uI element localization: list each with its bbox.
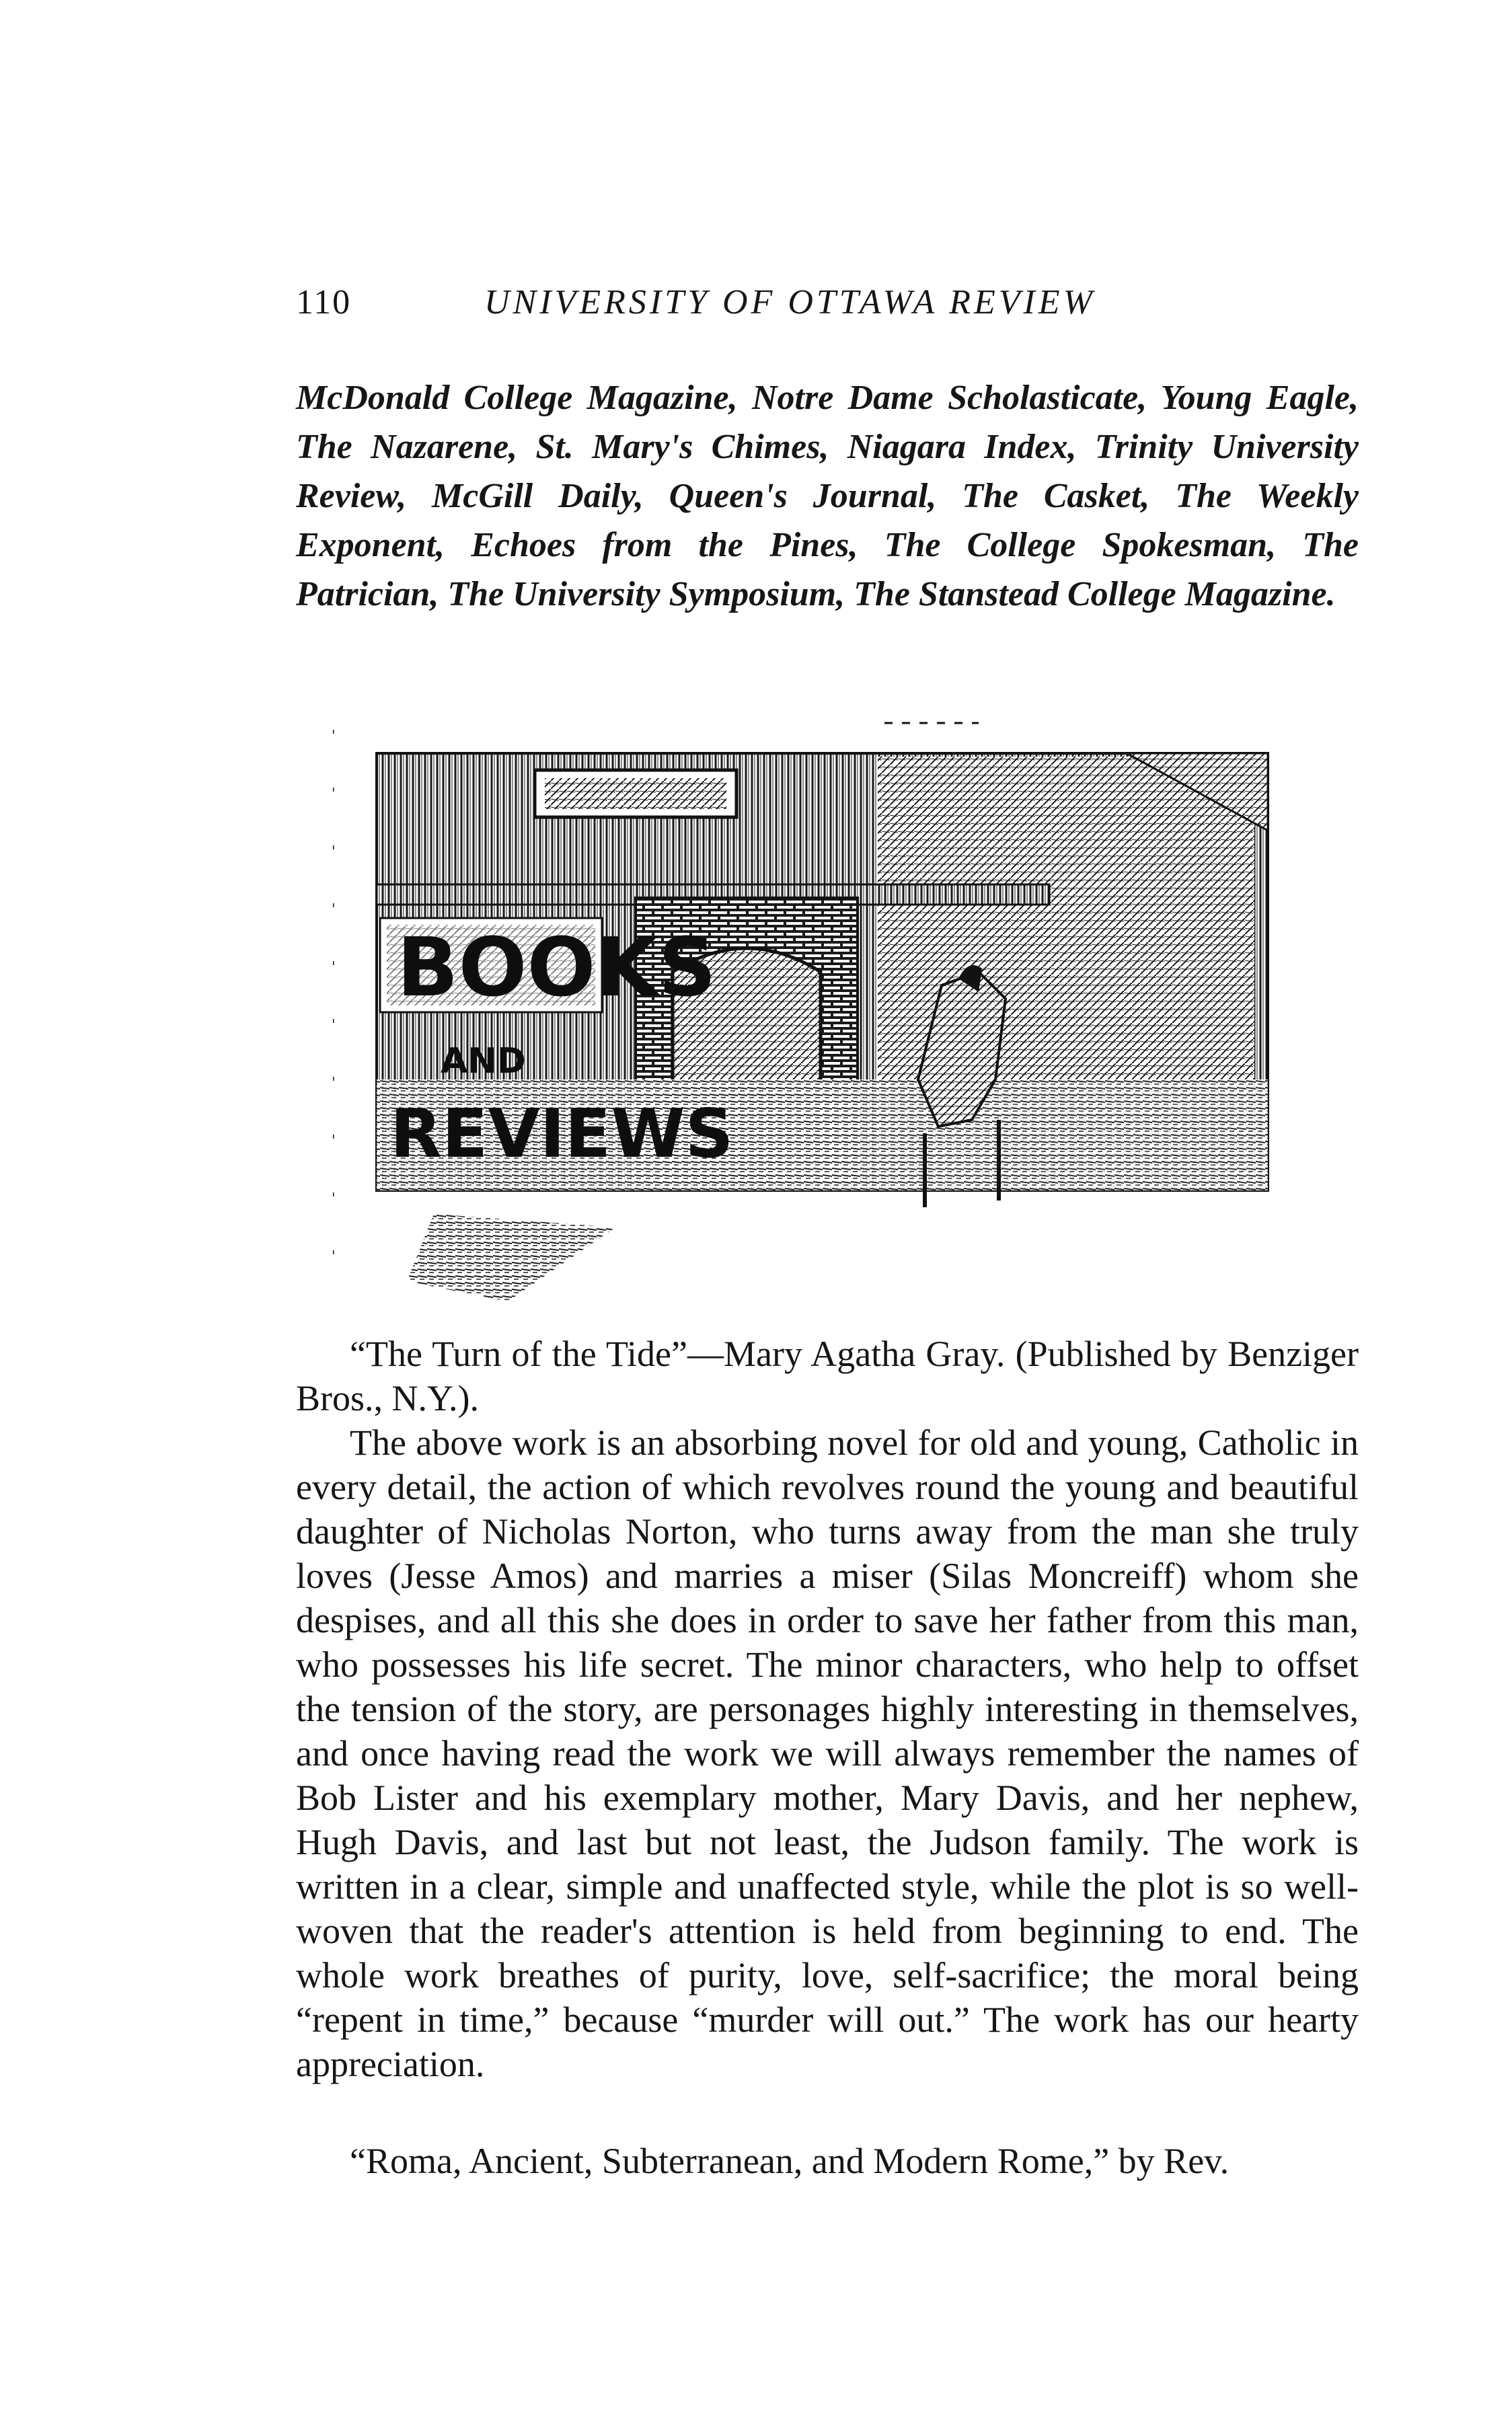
next-review-title-line: “Roma, Ancient, Subterranean, and Modern Rome,” by Rev. bbox=[350, 2141, 1230, 2181]
woodcut-image bbox=[333, 716, 1285, 1311]
exchanges-list: McDonald College Magazine, Notre Dame Scholasticate, Young Eagle, The Nazarene, St. Mary's Chimes, Niagara Index, Trinity University Review, McGill Daily, Queen's Journal, The Casket, The Weekly Exponent, Echoes from the Pines, The College Spokesman, The Patrician, The University Symposium, The Stanstead College Magazine. bbox=[296, 379, 1359, 613]
books-and-reviews-illustration bbox=[333, 716, 1285, 1311]
page-header bbox=[296, 282, 1386, 336]
review-body: The above work is an absorbing novel for old and young, Catholic in every detail, the action of which revolves round the young and beautiful daughter of Nicholas Norton, who turns away from the man she truly loves (Jesse Amos) and marries a miser (Silas Moncreiff) whom she despises, and all this she does in order to save her father from this man, who possesses his life secret. The minor characters, who help to offset the tension of the story, are personages highly interesting in themselves, and once having read the work we will always remember the names of Bob Lister and his exemplary mother, Mary Davis, and her nephew, Hugh Davis, and last but not least, the Judson family. The work is written in a clear, simple and unaffected style, while the plot is so well-woven that the reader's attention is held from beginning to end. The whole work breathes of purity, love, self-sacrifice; the moral being “repent in time,” because “murder will out.” The work has our hearty appreciation. bbox=[296, 1422, 1359, 2084]
caption-reviews: REVIEWS bbox=[390, 1094, 734, 1173]
running-title: UNIVERSITY OF OTTAWA REVIEW bbox=[484, 283, 1096, 321]
page-number: 110 bbox=[296, 283, 352, 321]
caption-books: BOOKS bbox=[397, 921, 716, 1015]
caption-and: AND bbox=[441, 1041, 526, 1081]
review-title-line: “The Turn of the Tide”—Mary Agatha Gray. (Published by Benziger Bros., N.Y.). bbox=[296, 1334, 1359, 1418]
